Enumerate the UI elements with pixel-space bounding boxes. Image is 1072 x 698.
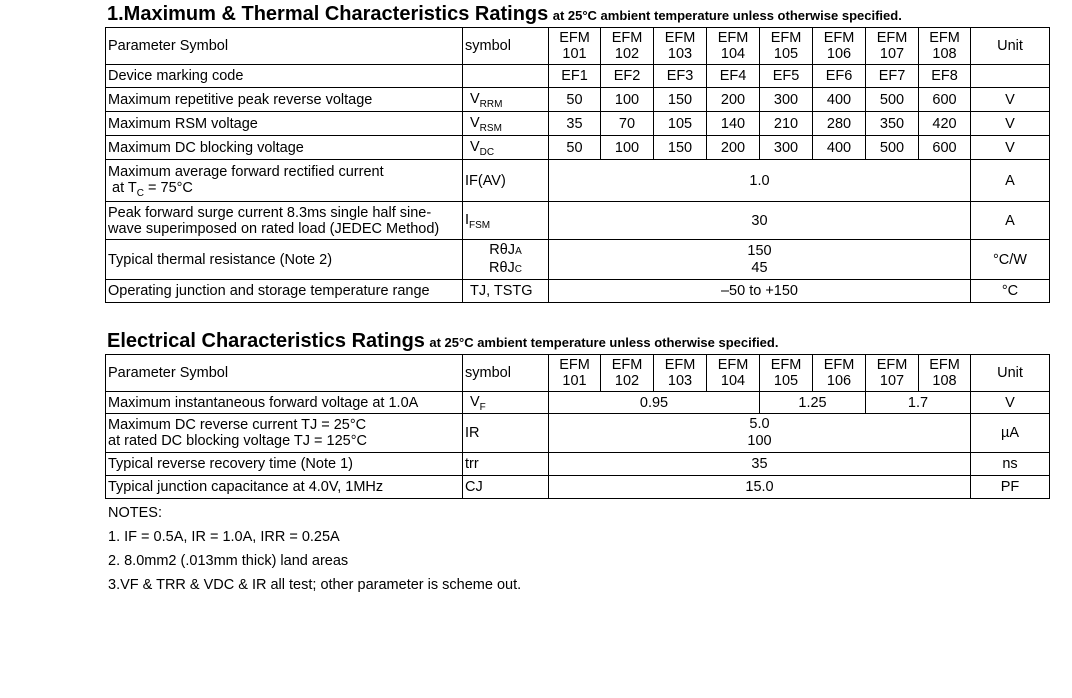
value-cell: 400 <box>813 88 866 112</box>
notes-heading: NOTES: <box>108 505 162 521</box>
table-row-thermal <box>106 240 1050 280</box>
table-row-trr <box>106 453 1050 476</box>
header-model-102: EFM 102 <box>601 28 654 65</box>
param-label: Typical reverse recovery time (Note 1) <box>106 453 463 476</box>
header-parameter: Parameter Symbol <box>106 28 463 65</box>
value-cell: 200 <box>707 136 760 160</box>
value-cell: 15.0 <box>549 476 971 499</box>
section-heading: 1.Maximum & Thermal Characteristics Ratings <box>107 3 549 25</box>
value-cell: 500 <box>866 88 919 112</box>
symbol-cell: $V_{RRM}$ <box>463 88 549 112</box>
table-row-ifav <box>106 160 1050 202</box>
symbol-cell: CJ <box>463 476 549 499</box>
value-cell: 1.7 <box>866 392 971 414</box>
table-header-row <box>106 355 1050 392</box>
unit-cell <box>971 65 1050 88</box>
header-model-106: EFM 106 <box>813 355 866 392</box>
header-model-107: EFM 107 <box>866 28 919 65</box>
unit-cell: ns <box>971 453 1050 476</box>
value-cell: 600 <box>919 88 971 112</box>
value-cell: 105 <box>654 112 707 136</box>
table-row-vrrm <box>106 88 1050 112</box>
header-model-104: EFM 104 <box>707 355 760 392</box>
param-label: Maximum average forward rectified current at $T_C = 75^\circ C$ <box>106 160 463 202</box>
unit-cell: A <box>971 160 1050 202</box>
value-cell: 1.0 <box>549 160 971 202</box>
value-cell: 350 <box>866 112 919 136</box>
value-cell: 150 <box>654 136 707 160</box>
unit-cell: µA <box>971 414 1050 453</box>
symbol-cell: $V_{RSM}$ <box>463 112 549 136</box>
header-unit: Unit <box>971 28 1050 65</box>
section-condition-note: at 25°C ambient temperature unless otherwise specified. <box>429 335 779 350</box>
max-thermal-ratings-table <box>105 27 1050 303</box>
param-label: Peak forward surge current 8.3ms single half sine- wave superimposed on rated load (JEDEC Method) <box>106 202 463 240</box>
unit-cell: V <box>971 392 1050 414</box>
header-model-103: EFM 103 <box>654 355 707 392</box>
unit-cell: °C/W <box>971 240 1050 280</box>
symbol-cell: trr <box>463 453 549 476</box>
param-label: Maximum instantaneous forward voltage at 1.0A <box>106 392 463 414</box>
unit-cell: V <box>971 136 1050 160</box>
value-cell: 50 <box>549 88 601 112</box>
value-cell: –50 to +150 <box>549 280 971 303</box>
marking-code: EF6 <box>813 65 866 88</box>
section-title-electrical <box>107 330 778 353</box>
marking-code: EF4 <box>707 65 760 88</box>
value-cell: 600 <box>919 136 971 160</box>
section-heading: Electrical Characteristics Ratings <box>107 330 425 352</box>
value-cell: 400 <box>813 136 866 160</box>
value-cell: 140 <box>707 112 760 136</box>
value-cell: 30 <box>549 202 971 240</box>
value-cell: 280 <box>813 112 866 136</box>
header-model-108: EFM 108 <box>919 28 971 65</box>
value-cell: 35 <box>549 112 601 136</box>
marking-code: EF5 <box>760 65 813 88</box>
marking-code: EF7 <box>866 65 919 88</box>
param-label: Typical junction capacitance at 4.0V, 1MHz <box>106 476 463 499</box>
table-row-ir <box>106 414 1050 453</box>
value-cell: 5.0 100 <box>549 414 971 453</box>
symbol-cell: $V_F$ <box>463 392 549 414</box>
header-symbol: symbol <box>463 355 549 392</box>
header-model-105: EFM 105 <box>760 28 813 65</box>
value-cell: 210 <box>760 112 813 136</box>
table-row-vrsm <box>106 112 1050 136</box>
symbol-cell: $I_{FSM}$ <box>463 202 549 240</box>
value-cell: 200 <box>707 88 760 112</box>
table-row-ifsm <box>106 202 1050 240</box>
note-item: 3.VF & TRR & VDC & IR all test; other parameter is scheme out. <box>108 577 522 593</box>
symbol-cell <box>463 65 549 88</box>
param-label: Maximum DC blocking voltage <box>106 136 463 160</box>
marking-code: EF2 <box>601 65 654 88</box>
param-label: Maximum repetitive peak reverse voltage <box>106 88 463 112</box>
value-cell: 150 45 <box>549 240 971 280</box>
value-cell: 0.95 <box>549 392 760 414</box>
symbol-cell: TJ, TSTG <box>463 280 549 303</box>
param-label: Device marking code <box>106 65 463 88</box>
table-row-vdc <box>106 136 1050 160</box>
unit-cell: °C <box>971 280 1050 303</box>
header-model-103: EFM 103 <box>654 28 707 65</box>
symbol-cell: RθJA RθJC <box>463 240 549 280</box>
note-item: 1. IF = 0.5A, IR = 1.0A, IRR = 0.25A <box>108 529 340 545</box>
header-model-105: EFM 105 <box>760 355 813 392</box>
header-unit: Unit <box>971 355 1050 392</box>
header-symbol: symbol <box>463 28 549 65</box>
value-cell: 500 <box>866 136 919 160</box>
electrical-ratings-table <box>105 354 1050 499</box>
param-label: Maximum DC reverse current TJ = 25°C at rated DC blocking voltage TJ = 125°C <box>106 414 463 453</box>
table-row-temp <box>106 280 1050 303</box>
note-item: 2. 8.0mm2 (.013mm thick) land areas <box>108 553 349 569</box>
table-row-marking <box>106 65 1050 88</box>
param-label: Operating junction and storage temperature range <box>106 280 463 303</box>
value-cell: 100 <box>601 88 654 112</box>
header-model-104: EFM 104 <box>707 28 760 65</box>
unit-cell: V <box>971 88 1050 112</box>
value-cell: 35 <box>549 453 971 476</box>
symbol-cell: $V_{DC}$ <box>463 136 549 160</box>
header-model-101: EFM 101 <box>549 28 601 65</box>
param-label: Maximum RSM voltage <box>106 112 463 136</box>
value-cell: 70 <box>601 112 654 136</box>
header-model-107: EFM 107 <box>866 355 919 392</box>
value-cell: 1.25 <box>760 392 866 414</box>
marking-code: EF8 <box>919 65 971 88</box>
header-model-101: EFM 101 <box>549 355 601 392</box>
unit-cell: A <box>971 202 1050 240</box>
value-cell: 100 <box>601 136 654 160</box>
marking-code: EF1 <box>549 65 601 88</box>
header-model-102: EFM 102 <box>601 355 654 392</box>
header-model-106: EFM 106 <box>813 28 866 65</box>
table-row-cj <box>106 476 1050 499</box>
value-cell: 300 <box>760 136 813 160</box>
header-model-108: EFM 108 <box>919 355 971 392</box>
symbol-cell: IF(AV) <box>463 160 549 202</box>
value-cell: 420 <box>919 112 971 136</box>
header-parameter: Parameter Symbol <box>106 355 463 392</box>
value-cell: 50 <box>549 136 601 160</box>
value-cell: 150 <box>654 88 707 112</box>
unit-cell: PF <box>971 476 1050 499</box>
unit-cell: V <box>971 112 1050 136</box>
value-cell: 300 <box>760 88 813 112</box>
section-condition-note: at 25°C ambient temperature unless otherwise specified. <box>552 8 902 23</box>
table-header-row <box>106 28 1050 65</box>
marking-code: EF3 <box>654 65 707 88</box>
section-title-max-thermal <box>107 3 902 26</box>
table-row-vf <box>106 392 1050 414</box>
param-label: Typical thermal resistance (Note 2) <box>106 240 463 280</box>
symbol-cell: IR <box>463 414 549 453</box>
